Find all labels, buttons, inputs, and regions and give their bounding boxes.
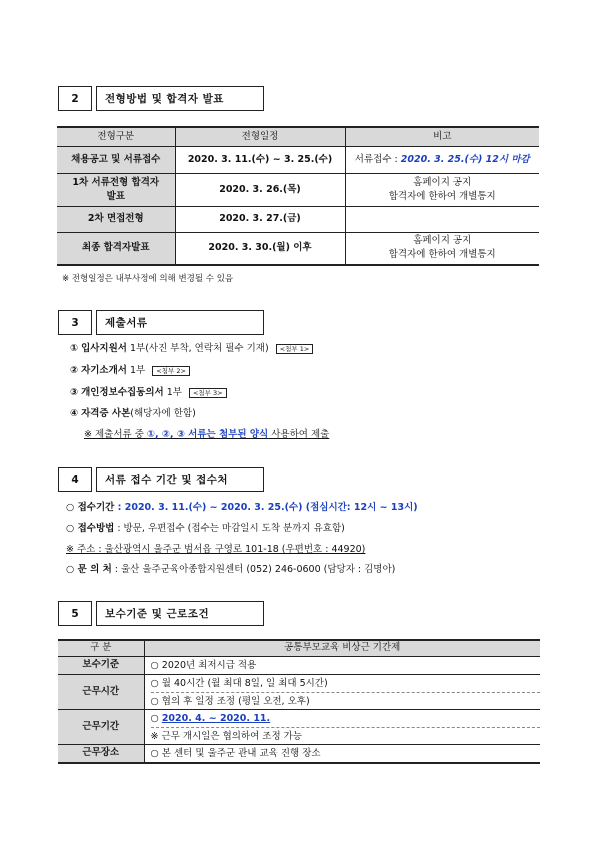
item-name: 자기소개서 — [81, 365, 127, 376]
row-value — [144, 709, 540, 744]
row-value — [144, 656, 540, 674]
deadline-highlight: 2020. 3. 25.(수) 12시 마감 — [400, 153, 530, 165]
table-row — [57, 173, 539, 206]
value-line: ○ 2020년 최저시급 적용 — [150, 659, 257, 671]
item-detail: 1부 — [163, 387, 182, 398]
note-line: 홈페이지 공지 — [413, 235, 472, 247]
row-label: 보수기준 — [58, 656, 144, 674]
item-detail: (해당자에 한함) — [130, 408, 196, 419]
note-line: 홈페이지 공지 — [413, 176, 472, 188]
period-value: : 2020. 3. 11.(수) ~ 2020. 3. 25.(수) (점심시간: 12시 ~ 13시) — [114, 502, 418, 513]
period-highlight: 2020. 4. ~ 2020. 11. — [161, 712, 271, 724]
section-title: 서류 접수 기간 및 접수처 — [96, 467, 264, 492]
row-label: 근무기간 — [58, 709, 144, 744]
section-number: 3 — [58, 310, 92, 335]
value-line: ○ 월 40시간 (월 최대 8일, 일 최대 5시간) — [150, 677, 328, 689]
table-row — [58, 656, 540, 674]
row-label: 채용공고 및 서류접수 — [57, 146, 175, 173]
row-note — [345, 206, 539, 232]
section-number: 4 — [58, 467, 92, 492]
row-label — [57, 173, 175, 206]
item-detail: 1부(사진 부착, 연락처 필수 기재) — [126, 343, 269, 354]
row-date: 2020. 3. 27.(금) — [175, 206, 345, 232]
section-4-header — [58, 467, 264, 492]
note-line: 합격자에 한하여 개별통지 — [388, 190, 496, 202]
label-line: 발표 — [106, 190, 125, 202]
contact-value: : 울산 울주군육아종합지원센터 (052) 246-0600 (담당자 : 김명아) — [111, 564, 396, 575]
value-line: ○ 본 센터 및 울주군 관내 교육 진행 장소 — [150, 747, 321, 759]
attachment-tag: <첨부 3> — [189, 388, 227, 398]
table-header-row — [58, 640, 540, 656]
attachment-tag: <첨부 2> — [152, 366, 190, 376]
row-note — [345, 146, 539, 173]
section-title: 보수기준 및 근로조건 — [96, 601, 264, 626]
line-marker: ○ — [150, 712, 162, 724]
section-number: 2 — [58, 86, 92, 111]
schedule-footnote: ※ 전형일정은 내부사정에 의해 변경될 수 있음 — [62, 274, 234, 284]
row-value — [144, 744, 540, 763]
row-label: 근무시간 — [58, 674, 144, 709]
item-name: 자격증 사본 — [81, 408, 131, 419]
row-note — [345, 232, 539, 265]
label-line: 1차 서류전형 합격자 — [72, 176, 160, 188]
item-marker: ④ — [70, 408, 79, 419]
document-item — [70, 364, 190, 378]
submission-method — [66, 522, 345, 536]
attachment-tag: <첨부 1> — [276, 344, 314, 354]
period-label: ○ 접수기간 — [66, 502, 115, 513]
document-item — [70, 386, 227, 400]
table-row — [58, 744, 540, 763]
schedule-table — [57, 126, 539, 266]
column-header: 전형일정 — [175, 127, 345, 146]
row-value — [144, 674, 540, 709]
row-date: 2020. 3. 26.(목) — [175, 173, 345, 206]
submission-period — [66, 501, 418, 515]
row-label: 최종 합격자발표 — [57, 232, 175, 265]
table-row — [58, 709, 540, 744]
column-header: 구 분 — [58, 640, 144, 656]
document-item — [70, 342, 313, 356]
submission-address: ※ 주소 : 울산광역시 울주군 범서읍 구영로 101-18 (우편번호 : 44920) — [66, 544, 366, 555]
section-5-header — [58, 601, 264, 626]
column-header: 비고 — [345, 127, 539, 146]
table-row — [57, 146, 539, 173]
table-row — [57, 206, 539, 232]
method-label: ○ 접수방법 — [66, 523, 115, 534]
section-number: 5 — [58, 601, 92, 626]
working-conditions-table — [58, 639, 540, 764]
note-prefix: 서류접수 : — [354, 153, 401, 165]
table-row — [57, 232, 539, 265]
value-line — [151, 710, 541, 727]
column-header: 전형구분 — [57, 127, 175, 146]
item-detail: 1부 — [126, 365, 146, 376]
row-label: 2차 면접전형 — [57, 206, 175, 232]
note-suffix: 사용하여 제출 — [268, 429, 330, 440]
table-row — [58, 674, 540, 709]
item-marker: ③ — [70, 387, 79, 398]
value-line: ○ 협의 후 일정 조정 (평일 오전, 오후) — [151, 692, 541, 709]
row-note — [345, 173, 539, 206]
row-label: 근무장소 — [58, 744, 144, 763]
note-line: 합격자에 한하여 개별통지 — [388, 249, 496, 261]
column-header: 공통부모교육 비상근 기간제 — [144, 640, 540, 656]
section-2-header — [58, 86, 264, 111]
section-title: 제출서류 — [96, 310, 264, 335]
section-3-header — [58, 310, 264, 335]
item-name: 개인정보수집동의서 — [81, 387, 164, 398]
item-name: 입사지원서 — [81, 343, 127, 354]
section-title: 전형방법 및 합격자 발표 — [96, 86, 264, 111]
submission-note — [84, 428, 329, 442]
contact-info — [66, 563, 395, 577]
value-line: ※ 근무 개시일은 협의하여 조정 가능 — [151, 727, 541, 744]
row-date: 2020. 3. 30.(월) 이후 — [175, 232, 345, 265]
note-highlight: ①, ②, ③ 서류는 첨부된 양식 — [146, 429, 269, 440]
item-marker: ① — [70, 343, 79, 354]
document-item — [70, 407, 196, 421]
note-prefix: ※ 제출서류 중 — [84, 429, 147, 440]
contact-label: ○ 문 의 처 — [66, 564, 112, 575]
item-marker: ② — [70, 365, 79, 376]
table-header-row — [57, 127, 539, 146]
row-date: 2020. 3. 11.(수) ~ 3. 25.(수) — [175, 146, 345, 173]
method-value: : 방문, 우편접수 (접수는 마감일시 도착 분까지 유효함) — [114, 523, 345, 534]
